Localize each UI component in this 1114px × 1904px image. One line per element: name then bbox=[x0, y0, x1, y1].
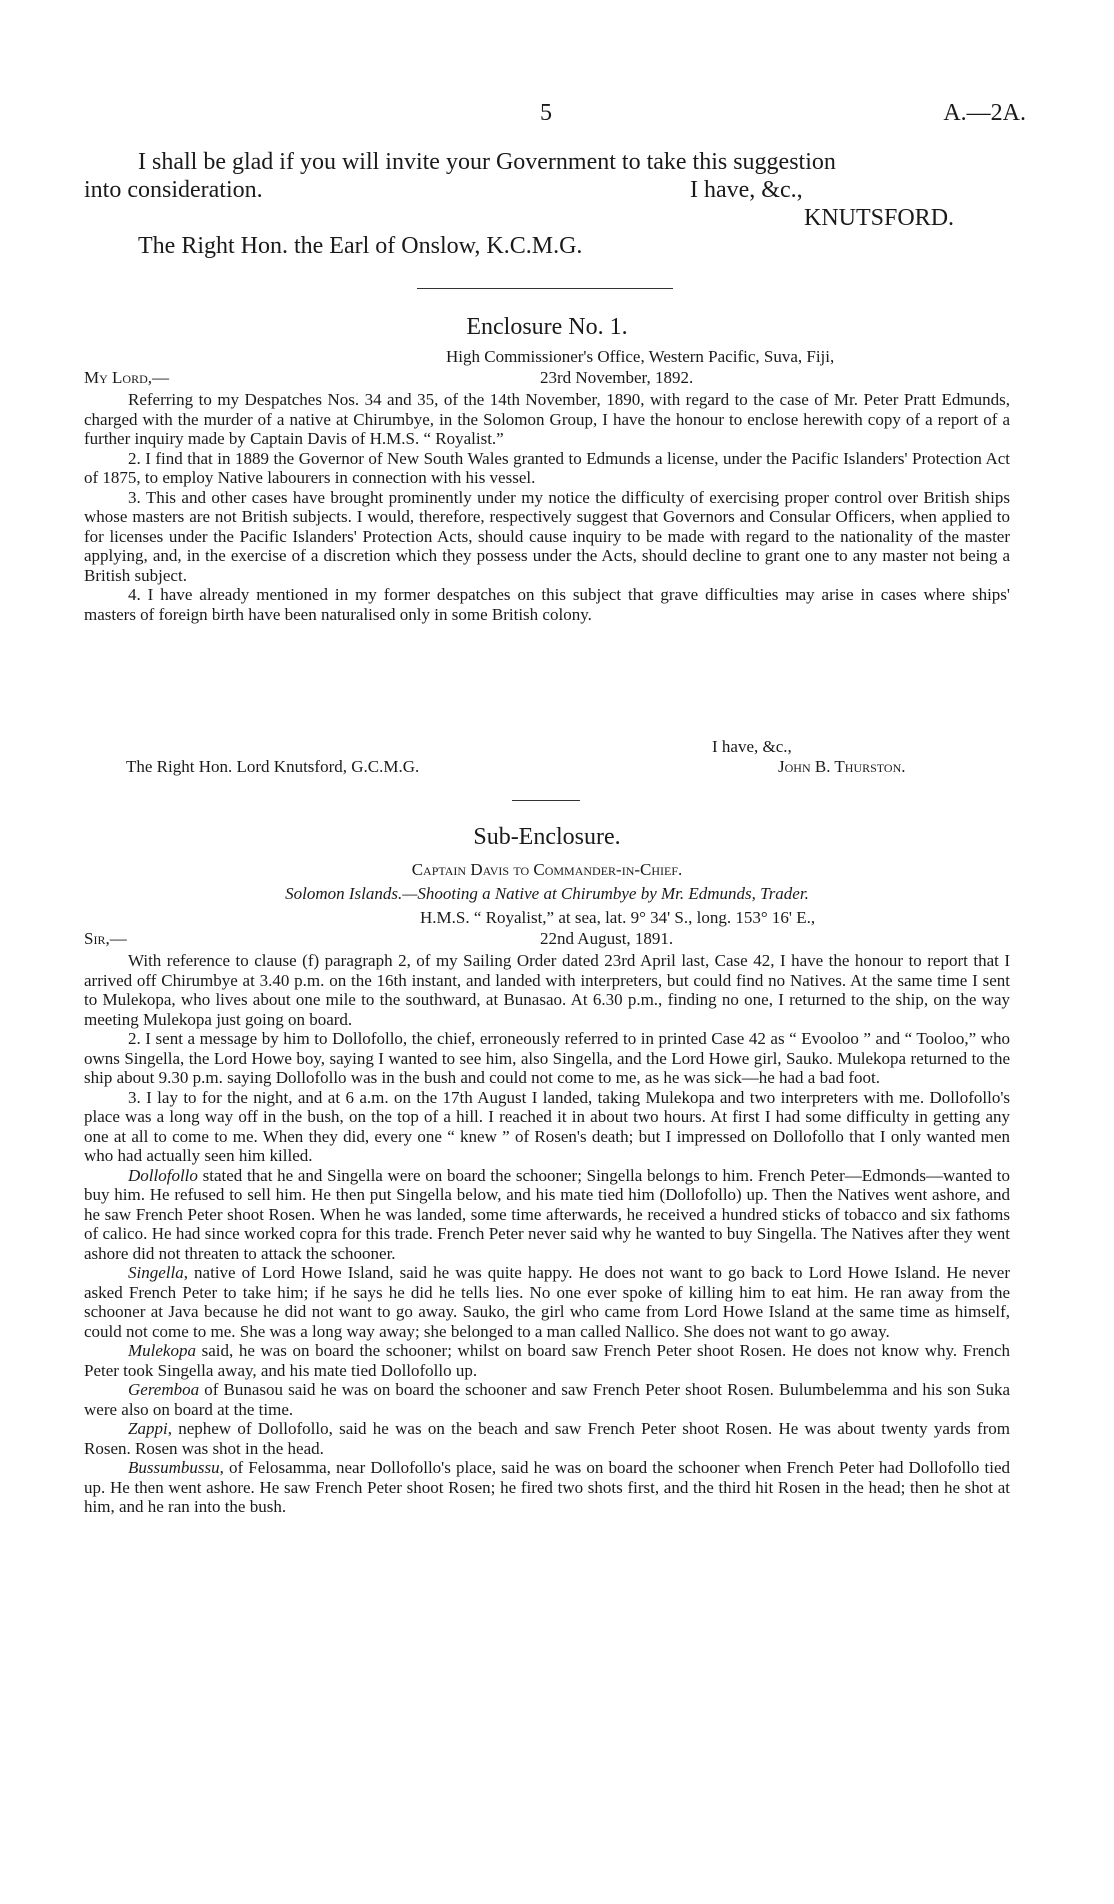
section-divider bbox=[417, 288, 673, 289]
enclosure-paragraph: 4. I have already mentioned in my former despatches on this subject that grave difficulties may arise in cases where ships' masters of foreign birth have been naturalised only in some British colony. bbox=[84, 585, 1010, 624]
witness-name: Dollofollo bbox=[128, 1165, 198, 1185]
testimony-paragraph bbox=[84, 1263, 1010, 1341]
sub-enclosure-location: H.M.S. “ Royalist,” at sea, lat. 9° 34' S., long. 153° 16' E., bbox=[420, 908, 816, 927]
testimony-text: of Bunasou said he was on board the schooner and saw French Peter shoot Rosen. Bulumbelemma and his son Suka were also on board at the time. bbox=[84, 1380, 1010, 1419]
testimony-text: stated that he and Singella were on board the schooner; Singella belongs to him. French Peter—Edmonds—wanted to buy him. He refused to sell him. He then put Singella below, and his mate tied him (Dollofollo) up. Then the Natives went ashore, and he saw French Peter shoot Rosen. When he was landed, some time afterwards, he received a hundred sticks of tobacco and six fathoms of calico. He had since worked copra for this trade. French Peter never said why he wanted to buy Singella. The Natives after they went ashore did not threaten to attack the schooner. bbox=[84, 1165, 1010, 1263]
closing-line-2: into consideration. bbox=[84, 177, 263, 203]
testimony-paragraph bbox=[84, 1380, 1010, 1419]
testimony-text: , nephew of Dollofollo, said he was on the beach and saw French Peter shoot Rosen. He was about twenty yards from Rosen. Rosen was shot in the head. bbox=[84, 1419, 1010, 1458]
enclosure-from-line: High Commissioner's Office, Western Pacific, Suva, Fiji, bbox=[446, 347, 835, 366]
enclosure-paragraph: 3. This and other cases have brought prominently under my notice the difficulty of exercising proper control over British ships whose masters are not British subjects. I would, therefore, respectively suggest that Governors and Consular Officers, when applied to for licenses under the Pacific Islanders' Protection Acts, should cause inquiry to be made with regard to the nationality of the master applying, and, in the exercise of a discretion which they possess under the Acts, should decline to grant one to any master not being a British subject. bbox=[84, 487, 1010, 585]
testimony-paragraph bbox=[84, 1341, 1010, 1380]
enclosure-paragraph: 2. I find that in 1889 the Governor of New South Wales granted to Edmunds a license, under the Pacific Islanders' Protection Act of 1875, to employ Native labourers in connection with his vessel. bbox=[84, 448, 1010, 487]
sub-enclosure-date: 22nd August, 1891. bbox=[540, 929, 674, 948]
sub-enclosure-title: Sub-Enclosure. bbox=[473, 824, 621, 850]
report-paragraph: With reference to clause (f) paragraph 2, of my Sailing Order dated 23rd April last, Case 42, I have the honour to report that I arrived off Chirumbye at 3.40 p.m. on the 16th instant, and landed with interpreters, but could find no Natives. At the same time I sent to Mulekopa, who lives about one mile to the southward, at Bunasao. At 6.30 p.m., finding no one, I returned to the ship, on the way meeting Mulekopa just going on board. bbox=[84, 951, 1010, 1029]
enclosure-salutation: My Lord,— bbox=[84, 368, 170, 387]
enclosure-signer: John B. Thurston. bbox=[778, 757, 906, 776]
enclosure-title: Enclosure No. 1. bbox=[466, 314, 628, 340]
testimony-text: , of Felosamma, near Dollofollo's place, said he was on board the schooner when French Peter had Dollofollo tied up. He then went ashore. He saw French Peter shoot Rosen; he fired two shots first, and the third hit Rosen in the head; then he shot at him, and he ran into the bush. bbox=[84, 1458, 1010, 1516]
witness-name: Geremboa bbox=[128, 1380, 200, 1399]
closing-addressee: The Right Hon. the Earl of Onslow, K.C.M.G. bbox=[138, 233, 583, 259]
sub-enclosure-body bbox=[84, 951, 1010, 1517]
sub-enclosure-from-to: Captain Davis to Commander-in-Chief. bbox=[411, 860, 683, 879]
testimony-paragraph bbox=[84, 1419, 1010, 1458]
series-code: A.—2A. bbox=[943, 100, 1026, 126]
witness-name: Singella bbox=[128, 1263, 184, 1282]
sub-enclosure-subject: Solomon Islands.—Shooting a Native at Chirumbye by Mr. Edmunds, Trader. bbox=[285, 884, 809, 903]
testimony-text: , native of Lord Howe Island, said he was quite happy. He does not want to go back to Lord Howe Island. He never asked French Peter to take him; if he says he did he tells lies. No one ever spoke of killing him to eat him. He ran away from the schooner at Java because he did not want to go away. Sauko, the girl who came from Lord Howe Island at the same time as himself, could not come to me. She was a long way away; she belonged to a man called Nallico. She does not want to go away. bbox=[84, 1263, 1010, 1341]
section-divider bbox=[512, 800, 580, 801]
closing-line-1: I shall be glad if you will invite your Government to take this suggestion bbox=[138, 149, 836, 175]
report-paragraph: 3. I lay to for the night, and at 6 a.m. on the 17th August I landed, taking Mulekopa and two interpreters with me. Dollofollo's place was a long way off in the bush, on the top of a hill. I reached it in about two hours. At first I had some difficulty in getting any one at all to come to me. When they did, every one “ knew ” of Rosen's death; but I impressed on Dollofollo that I only wanted men who had actually seen him killed. bbox=[84, 1087, 1010, 1165]
testimony-text: said, he was on board the schooner; whilst on board saw French Peter shoot Rosen. He does not know why. French Peter took Singella away, and his mate tied Dollofollo up. bbox=[84, 1341, 1010, 1380]
enclosure-paragraph: Referring to my Despatches Nos. 34 and 35, of the 14th November, 1890, with regard to the case of Mr. Peter Pratt Edmunds, charged with the murder of a native at Chirumbye, in the Solomon Group, I have the honour to enclose herewith copy of a report of a further inquiry made by Captain Davis of H.M.S. “ Royalist.” bbox=[84, 390, 1010, 448]
enclosure-date: 23rd November, 1892. bbox=[540, 368, 694, 387]
closing-signer: KNUTSFORD. bbox=[804, 205, 955, 231]
closing-have: I have, &c., bbox=[690, 177, 803, 203]
page-number: 5 bbox=[540, 100, 552, 126]
enclosure-body bbox=[84, 390, 1010, 624]
testimony-paragraph bbox=[84, 1166, 1010, 1264]
enclosure-have: I have, &c., bbox=[712, 737, 792, 756]
enclosure-addressee: The Right Hon. Lord Knutsford, G.C.M.G. bbox=[126, 757, 420, 776]
testimony-paragraph bbox=[84, 1458, 1010, 1517]
report-paragraph: 2. I sent a message by him to Dollofollo, the chief, erroneously referred to in printed Case 42 as “ Evooloo ” and “ Tooloo,” who owns Singella, the Lord Howe boy, saying I wanted to see him, also Singella, and the Lord Howe girl, Sauko. Mulekopa returned to the ship about 9.30 p.m. saying Dollofollo was in the bush and could not come to me, as he was sick—he had a bad foot. bbox=[84, 1029, 1010, 1087]
witness-name: Zappi bbox=[128, 1419, 168, 1438]
witness-name: Mulekopa bbox=[128, 1341, 196, 1360]
sub-enclosure-salutation: Sir,— bbox=[84, 929, 127, 948]
witness-name: Bussumbussu bbox=[128, 1458, 220, 1477]
